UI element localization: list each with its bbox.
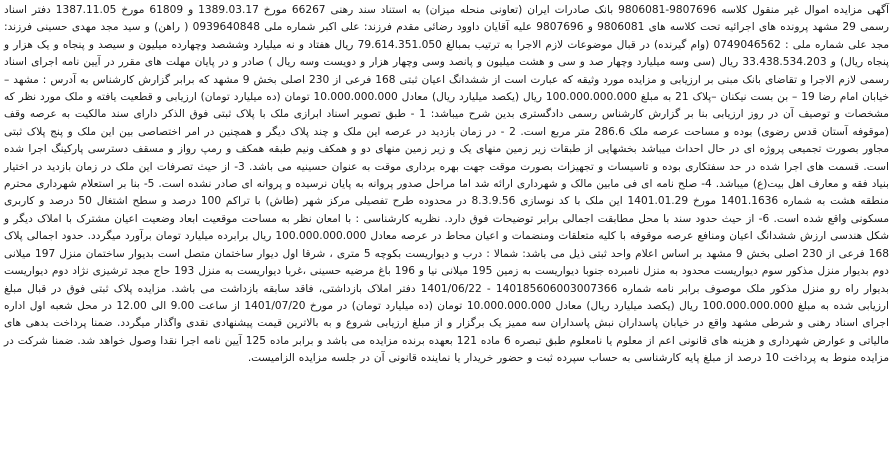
auction-notice-text: آگهی مزایده اموال غیر منقول کلاسه 9807696-9806081 بانک صادرات ایران (تعاونی منحله میزان) به استناد سند رهنی 66267 مورخ 1389.03.17 و 61809 مورخ 1387.11.05 دفتر اسناد رسمی 29 مشهد پرونده های اجرائیه تحت کلاسه های 9806081 و 9807696 علیه آقایان داوود رضائی مقدم فرزند: علی اکبر شماره ملی 0939640848 ( راهن) و سید مجد مهدی حسینی فرزند: مجد علی شماره ملی : 0749046562 (وام گیرنده) در قبال موضوعات لازم الاجرا به ترتیب بمبالغ 79.614.351.050 ریال هفتاد و نه میلیارد وششصد وچهارده میلیون و سیصد و پنجاه و یک هزار و پنجاه ریال) و 33.438.534.203 ریال (سی وسه میلیارد وچهار صد و سی و هشت میلیون و پانصد وسی وچهار هزار و دویست وسه ریال ) صادر و در پایان مهلت های مقرر در آیین نامه اجرای اسناد رسمی لازم الاجرا و تقاضای بانک مبنی بر ارزیابی و مزایده مورد وثیقه که عبارت است از ششدانگ اعیان ثبتی 168 فرعی از 230 اصلی بخش 9 مشهد که برابر گزارش کارشناس به آدرس : مشهد – خیابان امام رضا 19 – بن بست نیکنان –پلاک 21 به مبلغ 100.000.000.000 ریال (یکصد میلیارد ریال) معادل 10.000.000.000 تومان (ده میلیارد تومان) ارزیابی و قطعیت یافته و ملک مورد نظر که مشخصات و توصیف آن در روز ارزیابی بنا بر گزارش کارشناس رسمی دادگستری بدین شرح میباشد: 1 - طبق تصویر اسناد ابرازی ملک با پلاک ثبتی فوق الذکر دارای سند مالکیت به عرصه وقف (موقوفه آستان قدس رضوی) بوده و مساحت عرصه ملک 286.6 متر مربع است. 2 - در زمان بازدید در عرصه این ملک و چند پلاک دیگر و همچنین در امر اختصاصی بین این ملک و پنج پلاک ثبتی مجاور بصورت تجمیعی پروژه ای در حال احداث میباشد بخشهایی از طبقات زیر زمین منهای یک و زیر زمین منهای دو و همکف ونیم طبقه همکف و رمپ رواز و مسقف دسترسی پارکینگ اجرا شده است. قسمت های اجرا شده در حد سفتکاری بوده و تاسیسات و تجهیزات بصورت موقت جهت بهره برداری موقت به عنوان حسینیه می باشد. 3- از حیث تصرفات این ملک در زمان بازدید در اختیار بنیاد فقه و معارف اهل بیت(ع) میباشد. 4- صلح نامه ای فی مابین مالک و شهرداری ارائه شد اما مراحل صدور پروانه به پایان نرسیده و پروانه ای صادر نشده است. 5- بنا بر استعلام شهرداری محترم منطقه هشت به شماره 1401.1636 مورخ 1401.01.29 این ملک با کد نوسازی 8.3.9.56 در محدوده طرح تفصیلی مرکز شهر (طاش) با تراکم 100 درصد و سطح اشتغال 50 درصد و کاربری مسکونی واقع شده است. 6- از حیث حدود سند با محل مطابقت اجمالی برابر توضیحات فوق دارد. نظریه کارشناسی : با امعان نظر به مساحت موقعیت ابعاد وضعیت اعیان مشترک با املاک دیگر و شکل هندسی ارزش ششدانگ اعیان ومنافع عرصه موقوفه با کلیه متعلقات ومنضمات و اعیان محاط در عرصه معادل 100.000.000.000 ریال برابرده میلیارد تومان برآورد میگردد. حدود اجمالی پلاک 168 فرعی از 230 اصلی بخش 9 مشهد بر اساس اعلام واحد ثبتی ذیل می باشد: شمالا : درب و دیواریست بکوچه 5 متری ، شرقا اول دیوار ساختمان متصل است بدیوار ساختمان منزل 197 میلانی دوم بدیوار منزل مذکور سوم دیواریست محدود به منزل نامبرده جنوبا دیواریست به زمین 195 میلانی نیا و 196 باغ مرضیه حسینی ،غربا دیواریست به منزل 193 حاج مجد ترشیزی نژاد دوم دیواریست بدیوار راه رو منزل مذکور ملک موصوف برابر نامه شماره 140185606003007366 - 1401/06/22 دفتر املاک بازداشتی، فاقد سابقه بازداشت می باشد. مزایده پلاک ثبتی فوق در قبال مبلغ ارزیابی شده به مبلغ 100.000.000.000 ریال (یکصد میلیارد ریال) معادل 10.000.000.000 تومان (ده میلیارد تومان) در مورخ 1401/07/20 از ساعت 9.00 الی 12.00 در محل شعبه اول اداره اجرای اسناد رهنی و شرطی مشهد واقع در خیابان پاسداران نبش پاسداران سه ممیز یک برگزار و از مبلغ ارزیابی شروع و به بالاترین قیمت پیشنهادی نقدی واگذار میگردد. ضمنا پرداخت بدهی های مالیاتی و عوارض شهرداری و هزینه های قانونی اعم از معلوم یا نامعلوم طبق تبصره 6 ماده 121 بعهده برنده مزایده می باشد و برابر ماده 125 آیین نامه اجرا نقدا وصول خواهد شد. ضمنا شرکت در مزایده منوط به پرداخت 10 درصد از مبلغ پایه کارشناسی به حساب سپرده ثبت و حضور خریدار یا نماینده قانونی آن در جلسه مزایده الزامیست.: [4, 4, 890, 365]
